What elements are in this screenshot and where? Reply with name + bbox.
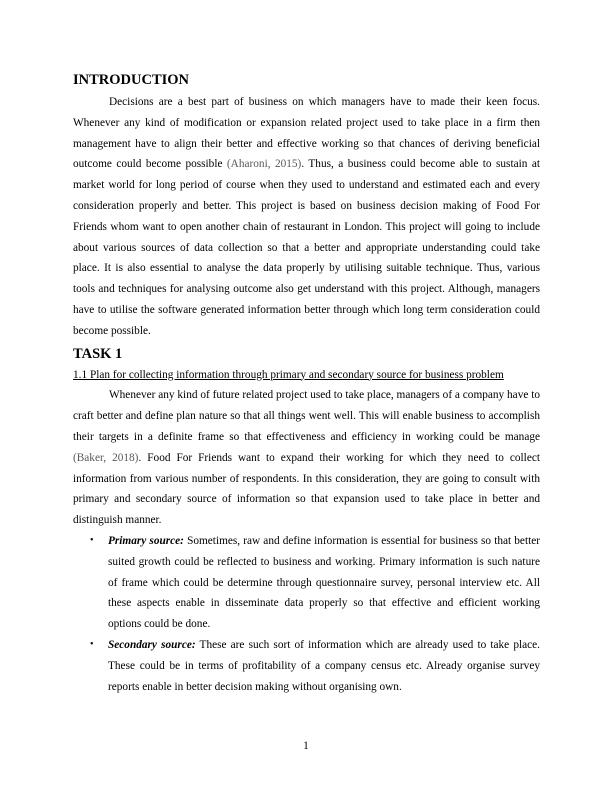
page-content: [73, 70, 540, 697]
task1-heading: TASK 1: [73, 345, 123, 362]
bullet-icon: •: [90, 534, 94, 546]
task1-text-a: Whenever any kind of future related project used to take place, managers of a company have to craft better and define plan nature so that all things went well. This will enable business to accomplish their targets in a definite frame so that effectiveness and efficiency in working could be manage: [73, 389, 540, 443]
introduction-text-a: Decisions are a best part of business on which managers have to made their keen focus. Whenever any kind of modification or expansion related project used to take place in a firm then management have to align their better and effective working so that chances of deriving beneficial outcome could become possible: [73, 96, 540, 171]
citation-baker: (Baker, 2018): [73, 451, 139, 464]
introduction-paragraph: [73, 92, 540, 342]
page-number: 1: [303, 740, 309, 752]
citation-aharoni: (Aharoni, 2015): [226, 158, 302, 171]
task1-subheading: 1.1 Plan for collecting information through primary and secondary source for business problem: [73, 368, 504, 381]
secondary-source-term: Secondary source:: [108, 638, 196, 651]
secondary-source-text: These are such sort of information which are already used to take place. These could be in terms of profitability of a company census etc. Already organise survey reports enable in better decision making without organising own.: [108, 638, 540, 693]
bullet-icon: •: [90, 638, 94, 650]
introduction-heading: INTRODUCTION: [73, 72, 190, 88]
source-list: [73, 531, 540, 697]
primary-source-text: Sometimes, raw and define information is essential for business so that better suited growth could be reflected to business and working. Primary information is such nature of frame which could be determine through questionnaire survey, personal interview etc. All these aspects enable in disseminate data properly so that effective and efficient working options could be done.: [108, 534, 540, 631]
list-item-primary-source: [73, 531, 540, 635]
list-item-secondary-source: [73, 635, 540, 697]
introduction-text-b: . Thus, a business could become able to sustain at market world for long period of course when they used to understand and estimated each and every consideration properly and better. This project is based on business decision making of Food For Friends whom want to open another chain of restaurant in London. This project will going to include about various sources of data collection so that a better and appropriate understanding could take place. It is also essential to analyse the data properly by utilising suitable technique. Thus, various tools and techniques for analysing outcome also get understand with this project. Although, managers have to utilise the software generated information better through which long term consideration could become possible.: [73, 158, 540, 337]
primary-source-term: Primary source:: [108, 534, 184, 547]
task1-paragraph: [73, 385, 540, 531]
task1-text-b: . Food For Friends want to expand their working for which they need to collect information from various number of respondents. In this consideration, they are going to consult with primary and secondary source of information so that expansion used to take place in better and distinguish manner.: [73, 451, 540, 527]
